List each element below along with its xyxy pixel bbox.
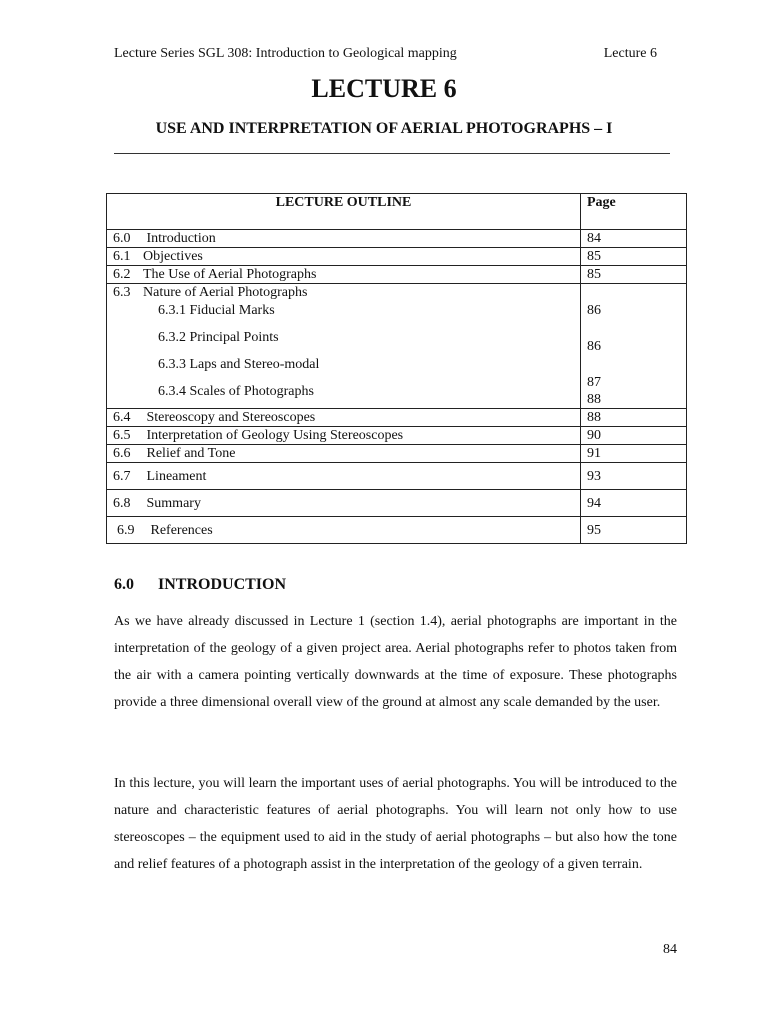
- outline-entry: [107, 230, 581, 248]
- entry-page: 91: [581, 445, 687, 463]
- entry-number: 6.6: [113, 446, 131, 461]
- outline-header-row: [107, 194, 687, 230]
- entry-label: Interpretation of Geology Using Stereoscopes: [146, 428, 404, 443]
- entry-number: 6.7: [113, 468, 131, 484]
- outline-row: [107, 230, 687, 248]
- entry-page: 95: [581, 517, 687, 544]
- outline-row: [107, 284, 687, 409]
- outline-heading: LECTURE OUTLINE: [107, 194, 581, 230]
- intro-paragraph: As we have already discussed in Lecture 1 (section 1.4), aerial photographs are important in the interpretation of the geology of a given project area. Aerial photographs refer to photos taken from the air with a camera pointing vertically downwards at the time of exposure. These photographs provide a three dimensional overall view of the ground at almost any scale demanded by the user.: [114, 614, 677, 710]
- section-heading: [114, 576, 286, 594]
- entry-label: Summary: [146, 495, 201, 511]
- outline-row: [107, 266, 687, 284]
- subentry-page: 88: [587, 392, 601, 407]
- entry-number: 6.1: [113, 249, 131, 264]
- outline-entry: [107, 284, 581, 409]
- section-title: INTRODUCTION: [158, 576, 287, 593]
- entry-number: 6.5: [113, 428, 131, 443]
- subentry-label: 6.3.2 Principal Points: [158, 330, 279, 345]
- section-number: 6.0: [114, 576, 134, 593]
- entry-number: 6.3: [113, 285, 131, 300]
- entry-number: 6.0: [113, 231, 131, 246]
- entry-number: 6.2: [113, 267, 131, 282]
- subentry-label: 6.3.4 Scales of Photographs: [158, 384, 314, 399]
- entry-page: 85: [581, 248, 687, 266]
- outline-row: [107, 427, 687, 445]
- entry-label: References: [150, 522, 213, 538]
- entry-label: Lineament: [146, 468, 207, 484]
- entry-number: 6.8: [113, 495, 131, 511]
- outline-entry: [107, 490, 581, 517]
- entry-page: 85: [581, 266, 687, 284]
- outline-row: [107, 445, 687, 463]
- subentry-label: 6.3.1 Fiducial Marks: [158, 303, 275, 318]
- page-heading: Page: [581, 194, 687, 230]
- outline-entry: [107, 463, 581, 490]
- entry-label: Introduction: [146, 231, 216, 246]
- outline-row: [107, 248, 687, 266]
- outline-entry: [107, 427, 581, 445]
- entry-number: 6.4: [113, 410, 131, 425]
- page-number: 84: [663, 942, 677, 957]
- entry-page: 94: [581, 490, 687, 517]
- entry-label: The Use of Aerial Photographs: [143, 267, 317, 282]
- lecture-outline-table: [106, 193, 687, 544]
- entry-page: 93: [581, 463, 687, 490]
- subentry-page: 87: [587, 375, 601, 390]
- lecture-subtitle: USE AND INTERPRETATION OF AERIAL PHOTOGRAPHS – I: [155, 120, 613, 137]
- entry-label: Objectives: [143, 249, 203, 264]
- subentry-label: 6.3.3 Laps and Stereo-modal: [158, 357, 320, 372]
- intro-paragraph: In this lecture, you will learn the important uses of aerial photographs. You will be introduced to the nature and characteristic features of aerial photographs. You will learn not only how to use stereoscopes – the equipment used to aid in the study of aerial photographs – but also how the tone and relief features of a photograph assist in the interpretation of the geology of a given terrain.: [114, 776, 677, 872]
- outline-row: [107, 490, 687, 517]
- entry-pages: [581, 284, 687, 409]
- outline-row: [107, 409, 687, 427]
- outline-entry: [107, 266, 581, 284]
- entry-page: 90: [581, 427, 687, 445]
- running-header: [114, 46, 657, 62]
- entry-label: Stereoscopy and Stereoscopes: [146, 410, 316, 425]
- entry-number: 6.9: [117, 522, 135, 538]
- outline-entry: [107, 248, 581, 266]
- outline-row: [107, 463, 687, 490]
- entry-page: 84: [581, 230, 687, 248]
- title-divider: [114, 153, 670, 154]
- lecture-label: Lecture 6: [603, 46, 657, 61]
- subentry-page: 86: [587, 303, 601, 318]
- subentry-page: 86: [587, 339, 601, 354]
- entry-label: Nature of Aerial Photographs: [143, 285, 308, 300]
- entry-page: 88: [581, 409, 687, 427]
- outline-entry: [107, 445, 581, 463]
- lecture-title: LECTURE 6: [311, 74, 457, 103]
- outline-entry: [107, 517, 581, 544]
- entry-label: Relief and Tone: [146, 446, 236, 461]
- course-series: Lecture Series SGL 308: Introduction to Geological mapping: [114, 46, 457, 61]
- outline-row: [107, 517, 687, 544]
- outline-entry: [107, 409, 581, 427]
